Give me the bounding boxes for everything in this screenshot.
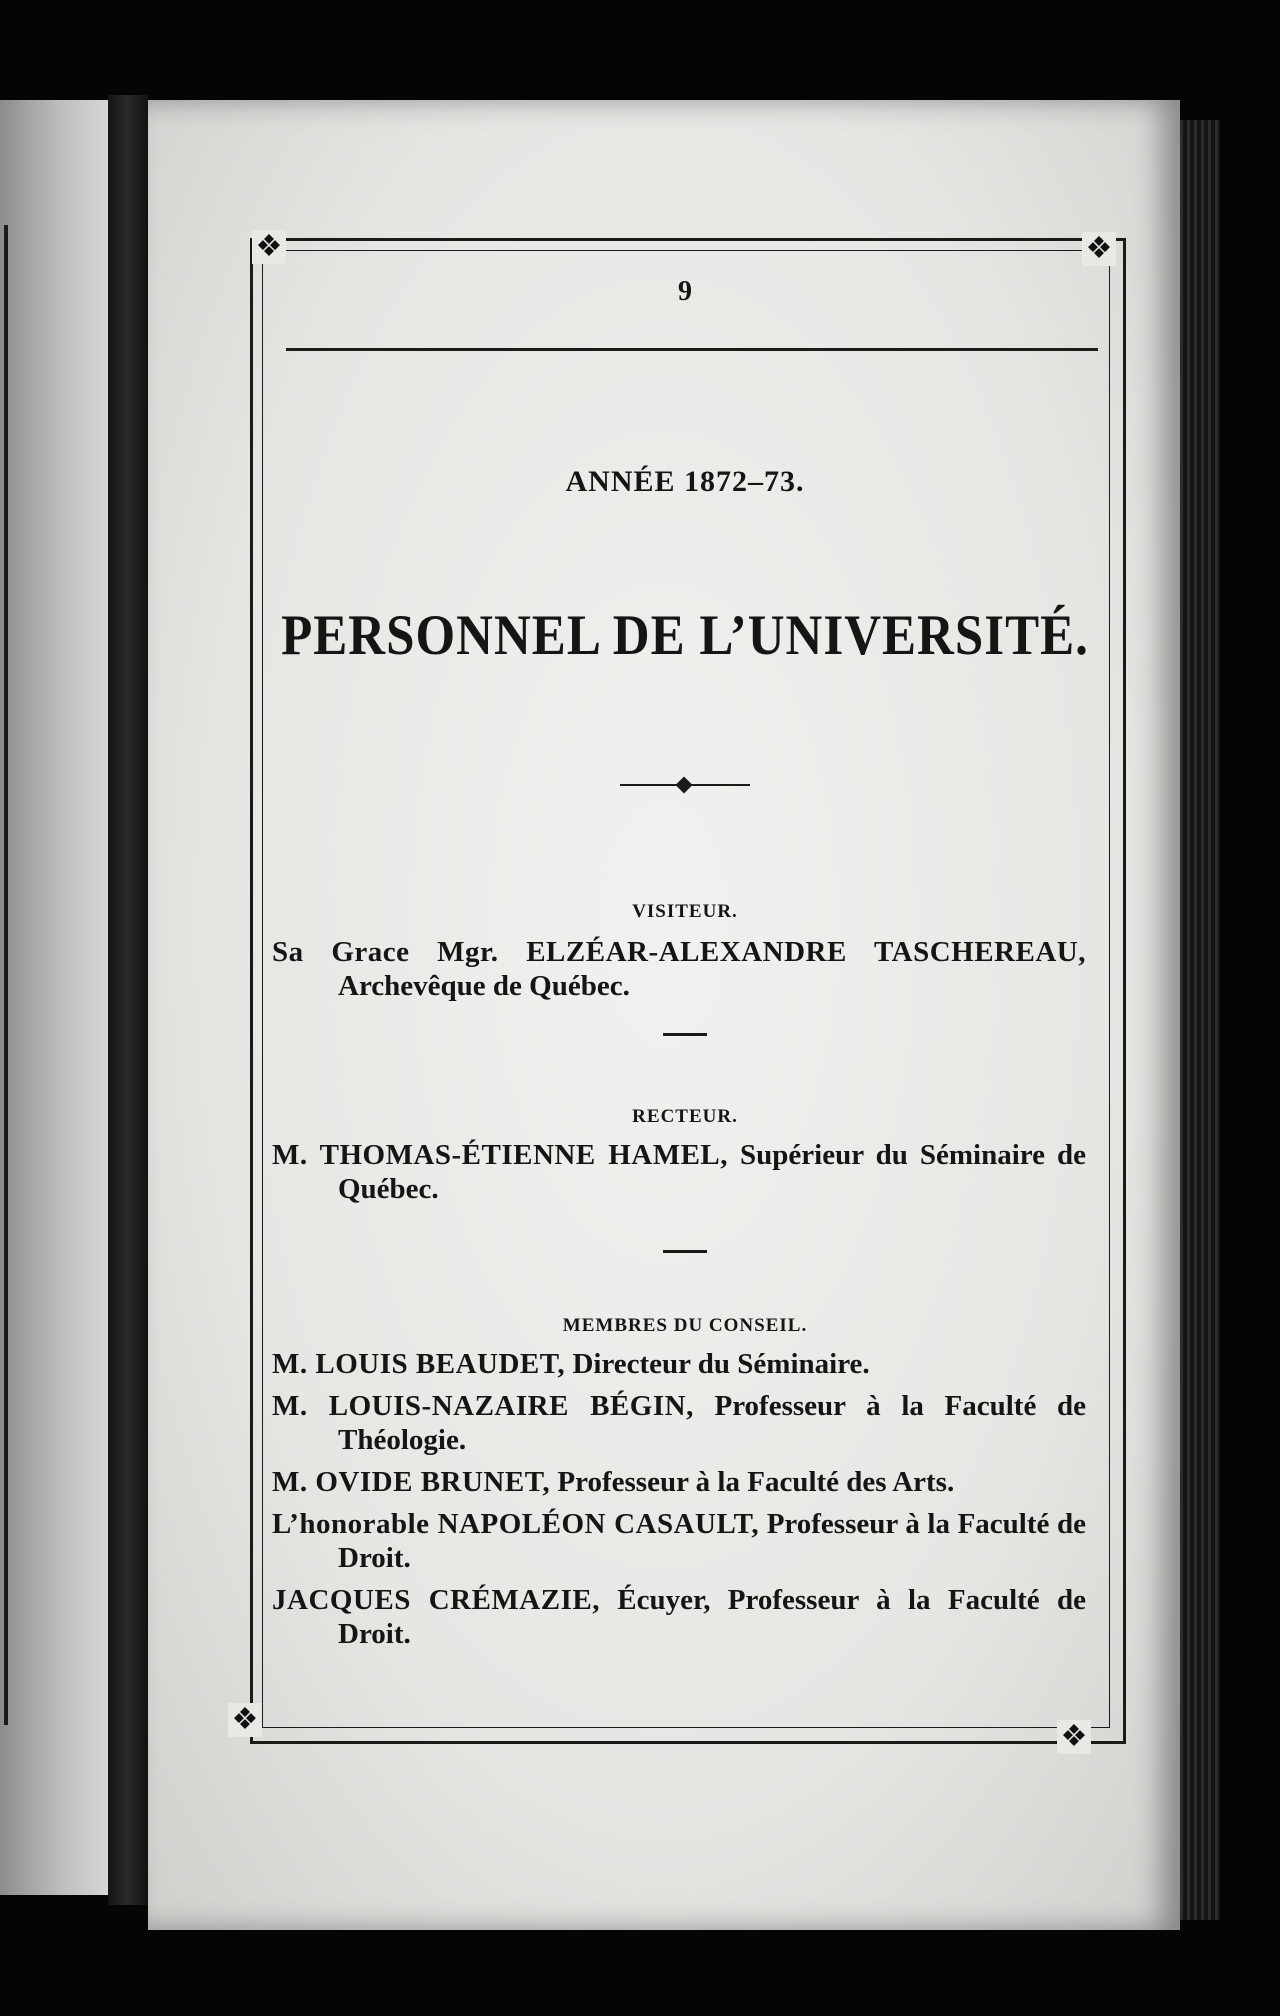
section-heading-membres: MEMBRES DU CONSEIL. [562,1315,808,1336]
entry-visiteur [262,935,1108,1003]
entry-name: M. THOMAS-ÉTIENNE HAMEL, [272,1139,729,1171]
page-title: PERSONNEL DE L’UNIVERSITÉ. [281,604,1089,668]
fleuron-corner-icon: ❖ [1057,1720,1091,1754]
entry-role: Professeur à la Faculté de Droit. [338,1508,1087,1574]
entry-name: M. LOUIS-NAZAIRE BÉGIN, [272,1390,694,1422]
section-heading-visiteur: VISITEUR. [632,901,738,922]
entry-role: Archevêque de Québec. [338,970,630,1002]
entry-recteur [262,1138,1108,1206]
entry-role: Écuyer, Professeur à la Faculté de Droit. [338,1584,1087,1650]
academic-year: ANNÉE 1872–73. [565,465,805,498]
entry-role: Supérieur du Séminaire de Québec. [338,1139,1086,1205]
section-heading-recteur: RECTEUR. [632,1106,738,1127]
entry-role: Professeur à la Faculté des Arts. [550,1466,955,1498]
page-number: 9 [678,276,692,307]
list-item [262,1465,1108,1499]
list-item [262,1583,1108,1651]
entry-name: M. LOUIS BEAUDET, [272,1348,566,1380]
fleuron-corner-icon: ❖ [1082,232,1116,266]
diamond-rule-icon [620,777,750,793]
fleuron-corner-icon: ❖ [228,1703,262,1737]
entry-name: Sa Grace Mgr. ELZÉAR-ALEXANDRE TASCHEREAU, [272,936,1086,968]
section-divider [663,1033,707,1036]
fleuron-corner-icon: ❖ [252,230,286,264]
entry-name: L’honorable NAPOLÉON CASAULT, [272,1508,760,1540]
header-rule [286,348,1098,351]
page-edges [1180,120,1220,1920]
book-gutter [108,95,148,1905]
member-list [262,1347,1108,1651]
list-item [262,1347,1108,1381]
entry-role: Directeur du Séminaire. [565,1348,870,1380]
list-item [262,1507,1108,1575]
left-page-border [4,225,8,1725]
entry-name: JACQUES CRÉMAZIE, [272,1584,600,1616]
section-divider [663,1250,707,1253]
left-page [0,100,108,1895]
page-content [262,252,1108,1659]
list-item [262,1389,1108,1457]
entry-name: M. OVIDE BRUNET, [272,1466,551,1498]
entry-role: Professeur à la Faculté de Théologie. [338,1390,1086,1456]
